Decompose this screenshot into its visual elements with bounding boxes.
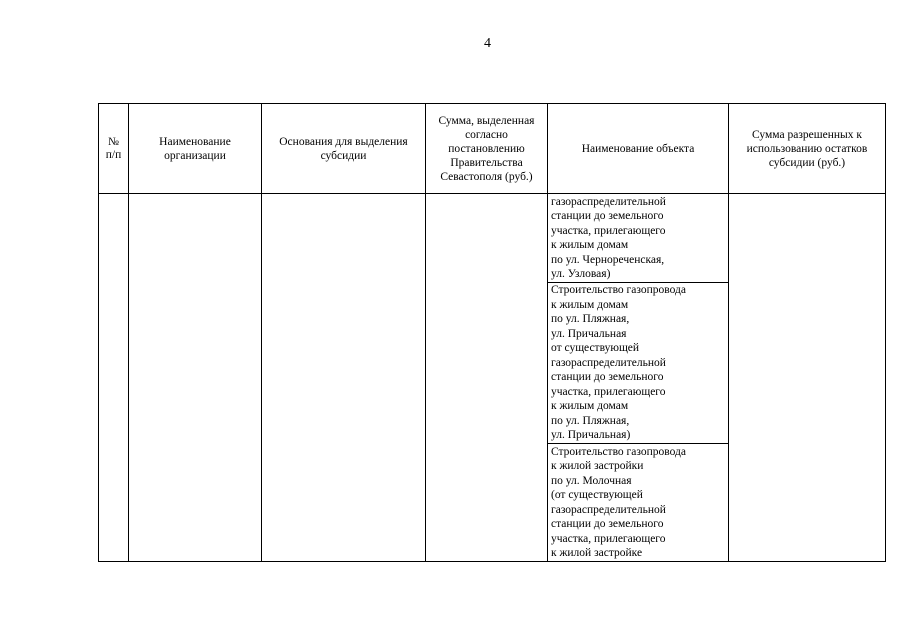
header-basis: Основания для выделения субсидии	[262, 104, 426, 194]
cell-number	[99, 194, 129, 562]
cell-organization	[129, 194, 262, 562]
header-number: № п/п	[99, 104, 129, 194]
table-header-row	[99, 104, 886, 194]
subsidy-table	[98, 103, 886, 562]
page-number: 4	[484, 36, 491, 51]
cell-allowed-amount	[729, 194, 886, 562]
cell-object: Строительство газопровода к жилой застройки по ул. Молочная (от существующей газораспределительной станции до земельного участка, прилегающего к жилой застройке	[548, 444, 729, 562]
cell-amount	[426, 194, 548, 562]
header-amount: Сумма, выделенная согласно постановлению Правительства Севастополя (руб.)	[426, 104, 548, 194]
header-object: Наименование объекта	[548, 104, 729, 194]
header-organization: Наименование организации	[129, 104, 262, 194]
cell-basis	[262, 194, 426, 562]
table-row	[99, 194, 886, 283]
header-allowed-amount: Сумма разрешенных к использованию остатков субсидии (руб.)	[729, 104, 886, 194]
cell-object: газораспределительной станции до земельного участка, прилегающего к жилым домам по ул. Чернореченская, ул. Узловая)	[548, 194, 729, 283]
cell-object: Строительство газопровода к жилым домам по ул. Пляжная, ул. Причальная от существующей газораспределительной станции до земельного участка, прилегающего к жилым домам по ул. Пляжная, ул. Причальная)	[548, 283, 729, 444]
